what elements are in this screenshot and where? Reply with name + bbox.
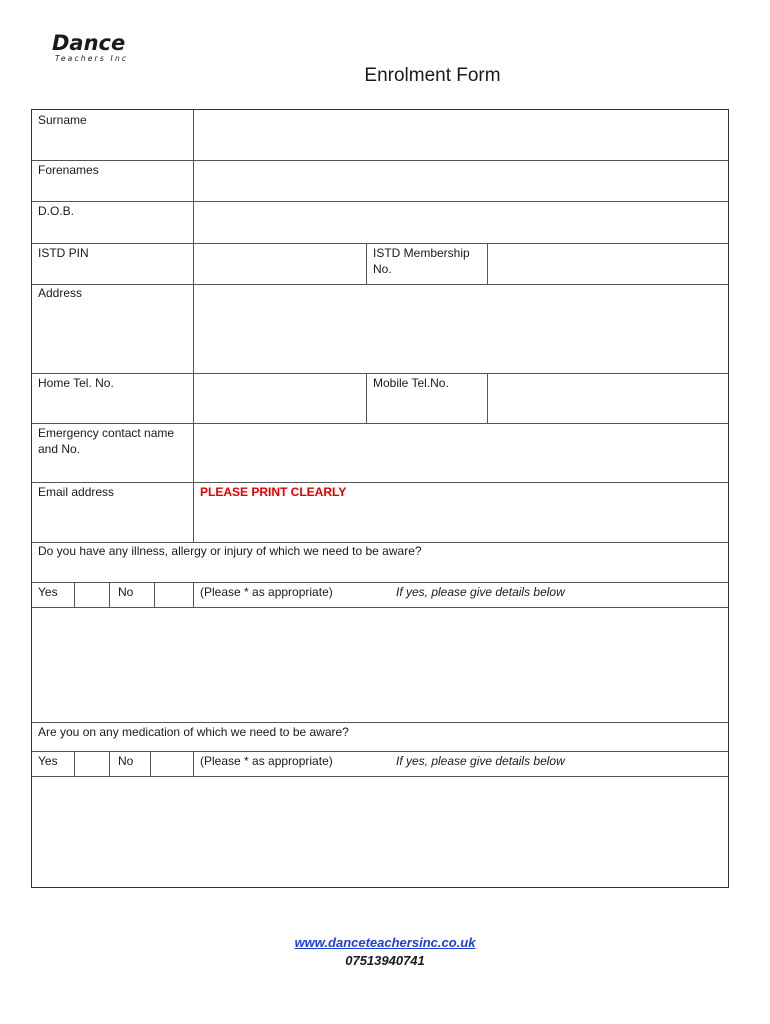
illness-no-label: No xyxy=(118,585,134,599)
istd-pin-field[interactable] xyxy=(194,244,366,284)
illness-question: Do you have any illness, allergy or injury of which we need to be aware? xyxy=(38,544,422,558)
email-field[interactable] xyxy=(194,483,728,542)
medication-details-field[interactable] xyxy=(32,777,728,887)
medication-no-box[interactable] xyxy=(151,752,193,776)
istd-membership-label xyxy=(373,245,470,277)
address-label: Address xyxy=(38,286,83,300)
medication-yes-box[interactable] xyxy=(75,752,109,776)
emergency-contact-label xyxy=(38,425,174,457)
page-title: Enrolment Form xyxy=(364,65,501,86)
illness-details-note: If yes, please give details below xyxy=(396,585,565,599)
surname-field[interactable] xyxy=(194,110,728,160)
company-logo xyxy=(52,32,128,63)
forenames-label: Forenames xyxy=(38,163,99,177)
mobile-tel-field[interactable] xyxy=(488,374,728,423)
surname-label: Surname xyxy=(38,113,87,127)
illness-yes-box[interactable] xyxy=(75,583,109,607)
medication-no-label: No xyxy=(118,754,134,768)
medication-question: Are you on any medication of which we need to be aware? xyxy=(38,725,349,739)
logo-sub-text: Teachers Inc xyxy=(55,54,129,63)
emergency-contact-field[interactable] xyxy=(194,424,728,482)
medication-details-note: If yes, please give details below xyxy=(396,754,565,768)
emergency-contact-label-line1: Emergency contact name xyxy=(38,426,175,440)
istd-membership-label-line1: ISTD Membership xyxy=(373,246,470,260)
logo-main-text: Dance xyxy=(52,31,126,55)
emergency-contact-label-line2: and No. xyxy=(38,442,81,456)
footer xyxy=(0,934,770,970)
enrolment-form-table xyxy=(31,109,729,888)
print-clearly-note: PLEASE PRINT CLEARLY xyxy=(200,485,347,499)
illness-details-field[interactable] xyxy=(32,608,728,722)
illness-yes-label: Yes xyxy=(38,585,58,599)
dob-field[interactable] xyxy=(194,202,728,243)
address-field[interactable] xyxy=(194,285,728,373)
dob-label: D.O.B. xyxy=(38,204,75,218)
medication-instruction: (Please * as appropriate) xyxy=(200,754,333,768)
mobile-tel-label: Mobile Tel.No. xyxy=(373,376,449,390)
phone-number: 07513940741 xyxy=(345,953,425,968)
website-link[interactable]: www.danceteachersinc.co.uk xyxy=(294,935,476,950)
istd-pin-label: ISTD PIN xyxy=(38,246,89,260)
home-tel-label: Home Tel. No. xyxy=(38,376,114,390)
istd-membership-field[interactable] xyxy=(488,244,728,284)
illness-instruction: (Please * as appropriate) xyxy=(200,585,333,599)
home-tel-field[interactable] xyxy=(194,374,366,423)
illness-no-box[interactable] xyxy=(155,583,193,607)
email-label: Email address xyxy=(38,485,115,499)
forenames-field[interactable] xyxy=(194,161,728,201)
medication-yes-label: Yes xyxy=(38,754,58,768)
istd-membership-label-line2: No. xyxy=(373,262,392,276)
